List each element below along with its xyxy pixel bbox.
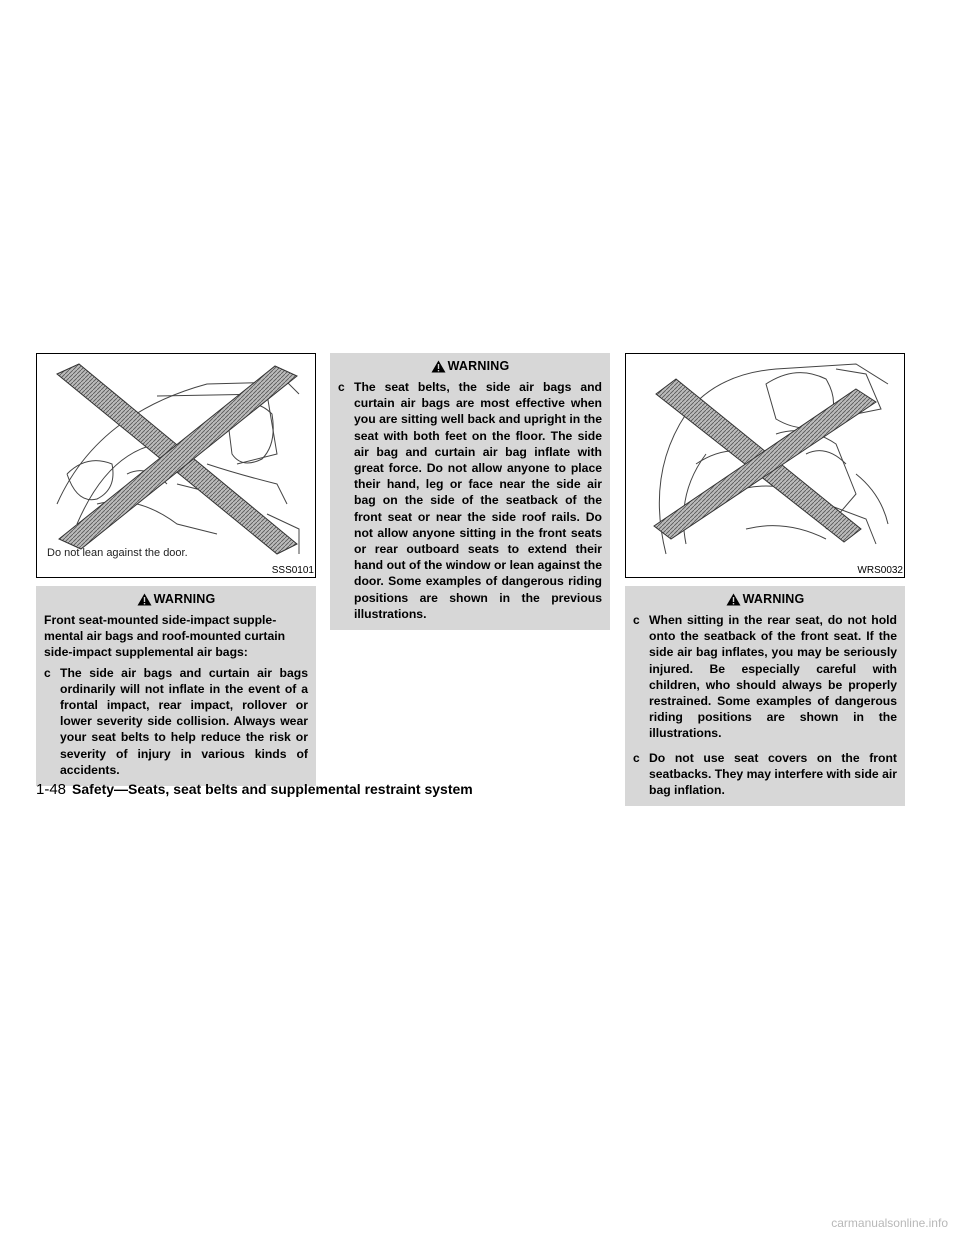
bullet-mark: c (44, 665, 51, 680)
warning-heading (633, 586, 897, 612)
illustration-door-lean (36, 353, 316, 578)
middle-column (330, 353, 610, 630)
bullet-text: The side air bags and curtain air bags ordinarily will not inflate in the event of a frontal impact, rear impact, rollover or lower severity side collision. Always wear your seat belts to help reduce the risk or severity of injury in various kinds of accidents. (60, 665, 308, 777)
warning-bullet (338, 379, 602, 622)
rear-seat-drawing (626, 354, 904, 577)
warning-heading-text: WARNING (447, 358, 510, 373)
door-lean-drawing (37, 354, 315, 577)
warning-triangle-icon (431, 360, 446, 373)
warning-bullet (44, 665, 308, 778)
page-footer (36, 780, 473, 799)
warning-bullet (633, 612, 897, 742)
warning-box-right (625, 586, 905, 806)
warning-heading-text: WARNING (153, 591, 216, 606)
figure-code: WRS0032 (854, 565, 904, 577)
warning-triangle-icon (137, 593, 152, 606)
warning-heading (338, 353, 602, 379)
watermark[interactable]: carmanualsonline.info (831, 1216, 948, 1230)
section-title: Safety—Seats, seat belts and supplemental restraint system (72, 781, 473, 797)
figure-code: SSS0101 (269, 565, 315, 577)
warning-triangle-icon (726, 593, 741, 606)
warning-box-left (36, 586, 316, 786)
bullet-mark: c (338, 380, 345, 394)
warning-heading-text: WARNING (742, 591, 805, 606)
bullet-mark: c (633, 613, 640, 627)
bullet-text: The seat belts, the side air bags and curtain air bags are most effective when you are sitting well back and upright in the seat with both feet on the floor. The side air bag and curtain air bag inflate with great force. Do not allow anyone to place their hand, leg or face near the side air bag on the side of the seatback of the front seat or near the side roof rails. Do not allow anyone sitting in the front seats or rear outboard seats to extend their hand out of the window or lean against the door. Some examples of dangerous riding positions are shown in the previous illustrations. (354, 380, 602, 621)
bullet-text: Do not use seat covers on the front seatbacks. They may interfere with side air bag inflation. (649, 750, 897, 798)
warning-bullet (633, 750, 897, 799)
figure-caption: Do not lean against the door. (47, 547, 188, 559)
warning-intro: Front seat-mounted side-impact supple-mental air bags and roof-mounted curtain side-impact supplemental air bags: (44, 613, 286, 660)
illustration-rear-seat (625, 353, 905, 578)
warning-box-middle (330, 353, 610, 630)
right-column (625, 353, 905, 806)
bullet-text: When sitting in the rear seat, do not hold onto the seatback of the front seat. If the side air bag inflates, you may be seriously injured. Be especially careful with children, who should always be properly restrained. Some examples of dangerous riding positions are shown in the illustrations. (649, 613, 897, 741)
bullet-mark: c (633, 750, 640, 765)
left-column (36, 353, 316, 786)
warning-heading (44, 586, 308, 612)
page-number: 1-48 (36, 781, 67, 798)
